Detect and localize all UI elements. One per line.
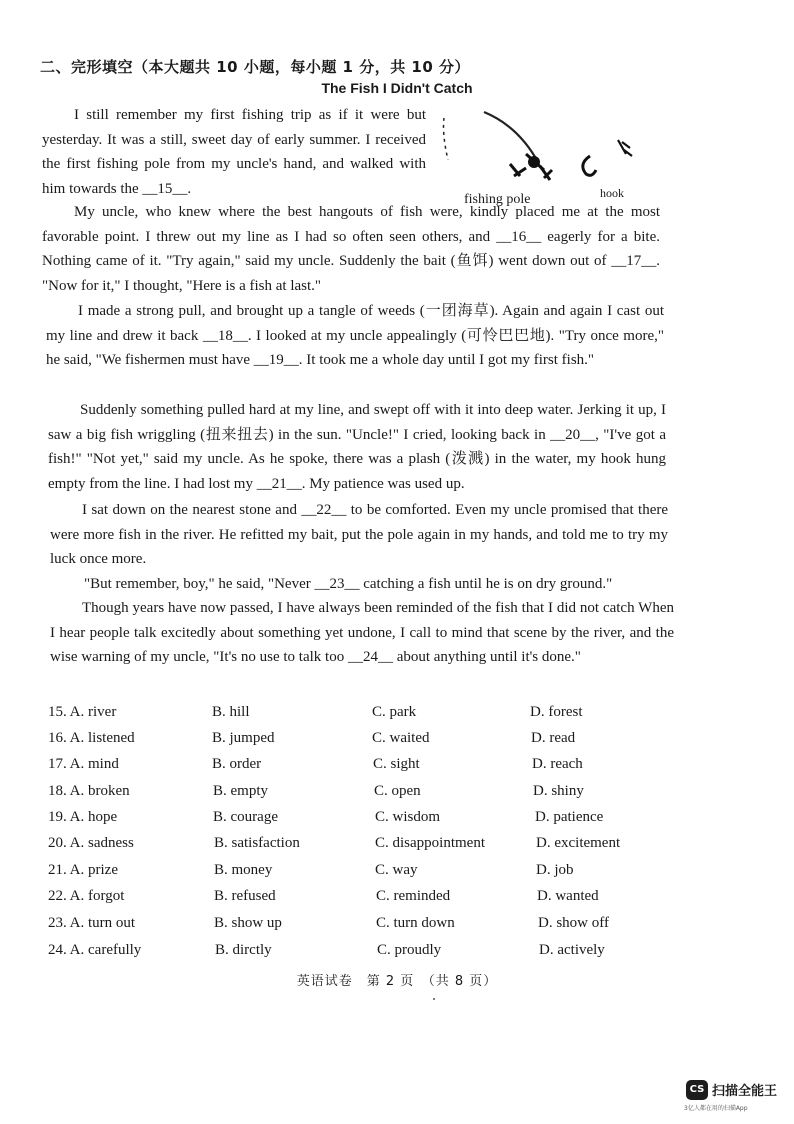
option-d: D. shiny (533, 783, 584, 799)
question-row (0, 862, 794, 888)
page-footer: 英语试卷 第 2 页 （共 8 页） (296, 974, 498, 989)
option-b: B. satisfaction (214, 835, 300, 851)
option-a: 22. A. forgot (48, 888, 125, 904)
option-c: C. waited (372, 730, 430, 746)
question-row (0, 835, 794, 861)
section-heading: 二、完形填空（本大题共 10 小题，每小题 1 分，共 10 分） (40, 58, 471, 76)
option-d: D. wanted (537, 888, 599, 904)
option-c: C. park (372, 704, 417, 720)
question-row (0, 730, 794, 756)
option-d: D. reach (532, 756, 583, 772)
option-c: C. proudly (377, 942, 442, 958)
option-d: D. show off (538, 915, 609, 931)
option-a: 16. A. listened (48, 730, 135, 746)
passage-text: . I looked at my uncle appealingly (可怜巴巴地). "Try once more," he said, "We fishermen must have (46, 327, 664, 369)
fishing-pole-label: fishing pole (464, 192, 531, 207)
option-b: B. empty (213, 783, 268, 799)
question-row (0, 756, 794, 782)
option-d: D. job (536, 862, 574, 878)
option-b: B. courage (213, 809, 278, 825)
passage-text: I sat down on the nearest stone and (82, 502, 302, 518)
blank-number: __23__ (314, 576, 360, 592)
option-a: 23. A. turn out (48, 915, 136, 931)
blank-number: __21__ (256, 475, 302, 492)
passage-text: about anything until it's done." (392, 649, 581, 666)
passage-text: My uncle, who knew where the best hangouts of fish were, kindly placed me at the most favorable point. I threw out my line as I had so often seen others, and (42, 204, 660, 245)
option-a: 24. A. carefully (48, 942, 142, 958)
option-d: D. read (531, 730, 576, 746)
option-c: C. disappointment (375, 835, 485, 851)
camscanner-logo-icon: CS (686, 1080, 708, 1100)
blank-number: __19__ (253, 352, 299, 369)
blank-number: __18__ (202, 327, 248, 344)
passage-text: . It took me a whole day until I got my first fish." (298, 352, 595, 369)
passage-text: eagerly for a bite. Nothing came of it. "Try again," said my uncle. Suddenly the bait (鱼饵) went down out of (42, 228, 660, 270)
passage-text: . (187, 180, 192, 197)
passage-text: "But remember, boy," he said, "Never (84, 576, 315, 592)
passage-text: to be comforted. Even my uncle promised that there were more fish in the river. He refitted my bait, put the pole again in my hands, and told me to try my luck once more. (50, 502, 668, 568)
watermark-subtitle: 3亿人都在用的扫描App (684, 1105, 748, 1112)
option-c: C. way (375, 862, 418, 878)
option-c: C. reminded (376, 888, 451, 904)
question-row (0, 888, 794, 914)
option-a: 19. A. hope (48, 809, 118, 825)
question-row (0, 704, 794, 730)
question-row (0, 942, 794, 968)
option-c: C. turn down (376, 915, 455, 931)
blank-number: __24__ (347, 649, 393, 666)
watermark-name: 扫描全能王 (712, 1084, 778, 1099)
option-c: C. sight (373, 756, 420, 772)
passage-text: . "Now for it," I thought, "Here is a fish at last." (42, 253, 660, 294)
option-c: C. open (374, 783, 421, 799)
passage-text: I still remember my first fishing trip as if it were but yesterday. It was a still, sweet day of early summer. I received the first fishing pole from my uncle's hand, and walked with him towards the (42, 107, 426, 197)
blank-number: __17__ (611, 253, 657, 270)
option-b: B. jumped (212, 730, 275, 746)
passage-title: The Fish I Didn't Catch (321, 80, 473, 96)
hook-label: hook (600, 186, 624, 200)
option-b: B. money (214, 862, 273, 878)
option-b: B. show up (214, 915, 282, 931)
option-d: D. forest (530, 704, 583, 720)
blank-number: __22__ (301, 502, 347, 518)
passage-text: Though years have now passed, I have always been reminded of the fish that I did not catch When I hear people talk excitedly about something yet undone, I call to mind that scene by the river, and the wise warning of my uncle, "It's no use to talk too (50, 600, 674, 666)
option-c: C. wisdom (375, 809, 441, 825)
question-row (0, 915, 794, 941)
option-a: 15. A. river (48, 704, 117, 720)
passage-text: . My patience was used up. (301, 475, 465, 492)
option-d: D. actively (539, 942, 605, 958)
option-b: B. refused (214, 888, 276, 904)
question-row (0, 809, 794, 835)
option-b: B. order (212, 756, 262, 772)
blank-number: __15__ (142, 180, 188, 197)
option-b: B. hill (212, 704, 250, 720)
question-row (0, 783, 794, 809)
option-a: 21. A. prize (48, 862, 118, 878)
option-a: 20. A. sadness (48, 835, 134, 851)
option-b: B. dirctly (215, 942, 272, 958)
passage-text: Suddenly something pulled hard at my line, and swept off with it into deep water. Jerking it up, I saw a big fish wriggling (扭来扭去) in the sun. "Uncle!" I cried, looking back in (48, 402, 666, 443)
scan-speck (433, 998, 435, 1000)
blank-number: __20__ (550, 426, 596, 443)
scanner-watermark (682, 1078, 792, 1118)
option-a: 17. A. mind (48, 756, 119, 772)
option-d: D. patience (535, 809, 604, 825)
blank-number: __16__ (496, 228, 542, 245)
passage-text: I made a strong pull, and brought up a tangle of weeds (一团海草). Again and again I cast out my line and drew it back (46, 303, 664, 344)
passage-text: , "I've got a fish!" "Not yet," said my uncle. As he spoke, there was a plash (泼溅) in the water, my hook hung empty from the line. I had lost my (48, 426, 666, 492)
option-d: D. excitement (536, 835, 621, 851)
passage-text: catching a fish until he is on dry ground." (359, 576, 613, 592)
option-a: 18. A. broken (48, 783, 130, 799)
